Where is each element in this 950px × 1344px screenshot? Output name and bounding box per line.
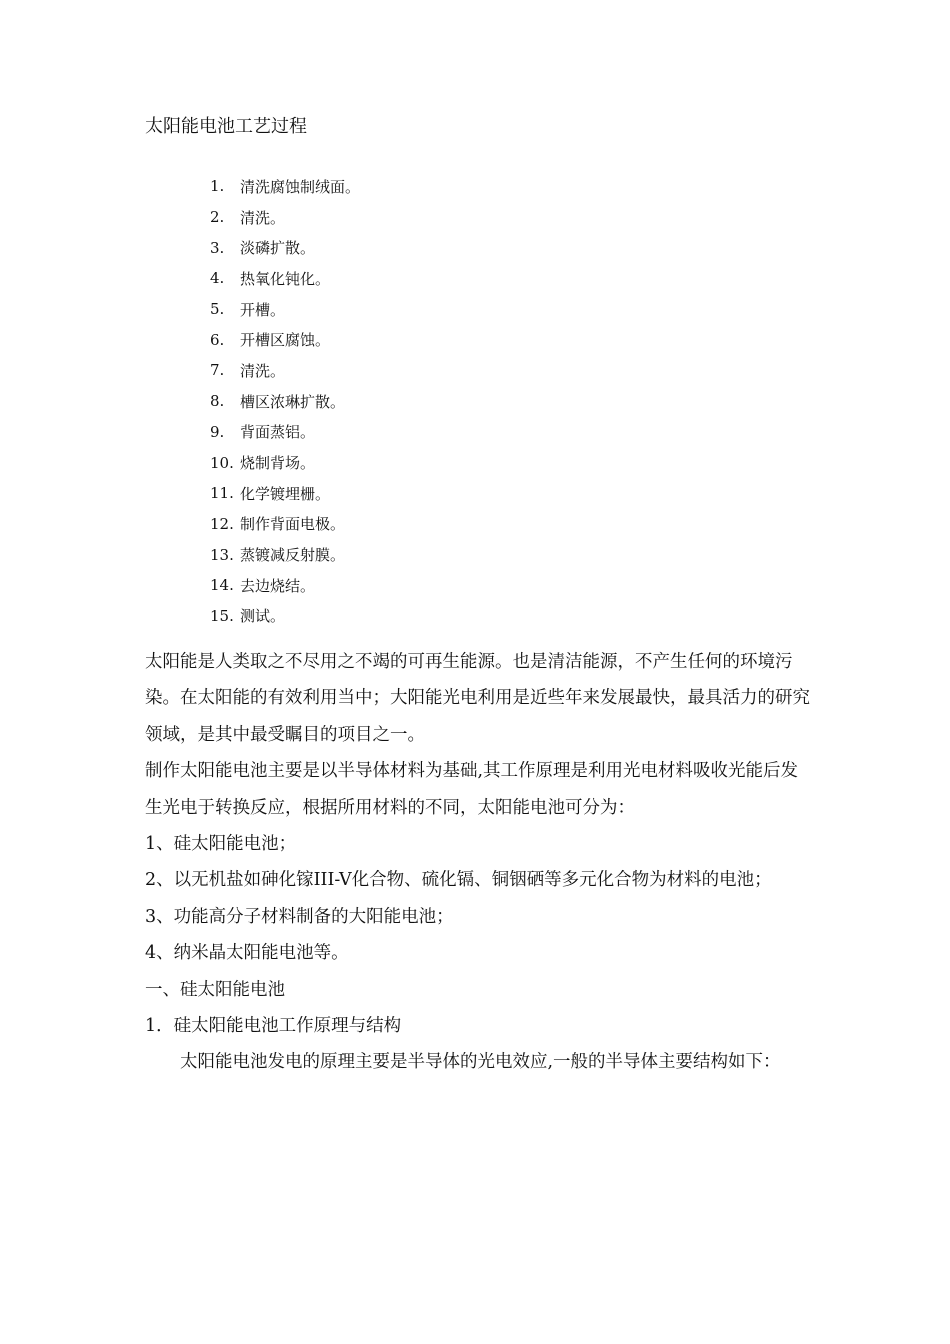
document-title: 太阳能电池工艺过程 — [145, 116, 307, 137]
step-number: 13. — [210, 545, 234, 564]
step-number: 4. — [210, 269, 225, 288]
subsection-heading: 1．硅太阳能电池工作原理与结构 — [145, 1016, 402, 1037]
process-steps-list — [210, 171, 360, 631]
step-text: 清洗。 — [240, 208, 286, 227]
list-item — [210, 478, 360, 509]
step-number: 8. — [210, 392, 225, 411]
section-heading: 一、硅太阳能电池 — [145, 979, 285, 1000]
step-text: 热氧化钝化。 — [240, 269, 331, 288]
paragraph: 太阳能是人类取之不尽用之不竭的可再生能源。也是清洁能源，不产生任何的环境污染。在太阳能的有效利用当中；大阳能光电利用是近些年来发展最快，最具活力的研究领域，是其中最受瞩目的项目之一。 — [145, 652, 810, 745]
step-number: 3. — [210, 238, 225, 257]
paragraph: 2、以无机盐如砷化镓III-V化合物、硫化镉、铜铟硒等多元化合物为材料的电池； — [145, 870, 772, 891]
step-number: 2. — [210, 208, 225, 227]
list-item — [210, 601, 360, 632]
step-text: 清洗腐蚀制绒面。 — [240, 177, 361, 196]
list-item — [210, 202, 360, 233]
list-item — [210, 386, 360, 417]
step-number: 10. — [210, 453, 234, 472]
step-text: 槽区浓琳扩散。 — [240, 392, 346, 411]
step-number: 9. — [210, 422, 225, 441]
paragraph: 太阳能电池发电的原理主要是半导体的光电效应,一般的半导体主要结构如下： — [180, 1052, 781, 1073]
step-text: 淡磷扩散。 — [240, 239, 316, 258]
step-text: 开槽区腐蚀。 — [240, 331, 331, 350]
step-text: 蒸镀减反射膜。 — [240, 546, 346, 565]
step-text: 背面蒸铝。 — [240, 423, 316, 442]
list-item — [210, 417, 360, 448]
step-text: 化学镀埋栅。 — [240, 484, 331, 503]
step-number: 14. — [210, 576, 234, 595]
list-item — [210, 171, 360, 202]
step-number: 12. — [210, 514, 234, 533]
paragraph: 3、功能高分子材料制备的大阳能电池； — [145, 906, 454, 927]
list-item — [210, 355, 360, 386]
list-item — [210, 509, 360, 540]
paragraph: 4、纳米晶太阳能电池等。 — [145, 943, 349, 964]
step-number: 15. — [210, 606, 234, 625]
list-item — [210, 539, 360, 570]
list-item — [210, 447, 360, 478]
list-item — [210, 294, 360, 325]
paragraph: 制作太阳能电池主要是以半导体材料为基础,其工作原理是利用光电材料吸收光能后发生光电于转换反应，根据所用材料的不同，太阳能电池可分为： — [145, 761, 799, 818]
body-text — [145, 644, 810, 1081]
step-number: 7. — [210, 361, 225, 380]
list-item — [210, 324, 360, 355]
step-number: 6. — [210, 330, 225, 349]
step-text: 清洗。 — [240, 361, 286, 380]
step-number: 11. — [210, 484, 234, 503]
step-text: 烧制背场。 — [240, 454, 316, 473]
step-text: 制作背面电极。 — [240, 515, 346, 534]
list-item — [210, 232, 360, 263]
step-number: 5. — [210, 300, 225, 319]
step-text: 开槽。 — [240, 300, 286, 319]
step-text: 测试。 — [240, 607, 286, 626]
step-text: 去边烧结。 — [240, 576, 316, 595]
step-number: 1. — [210, 177, 225, 196]
paragraph: 1、硅太阳能电池； — [145, 834, 297, 855]
list-item — [210, 570, 360, 601]
list-item — [210, 263, 360, 294]
